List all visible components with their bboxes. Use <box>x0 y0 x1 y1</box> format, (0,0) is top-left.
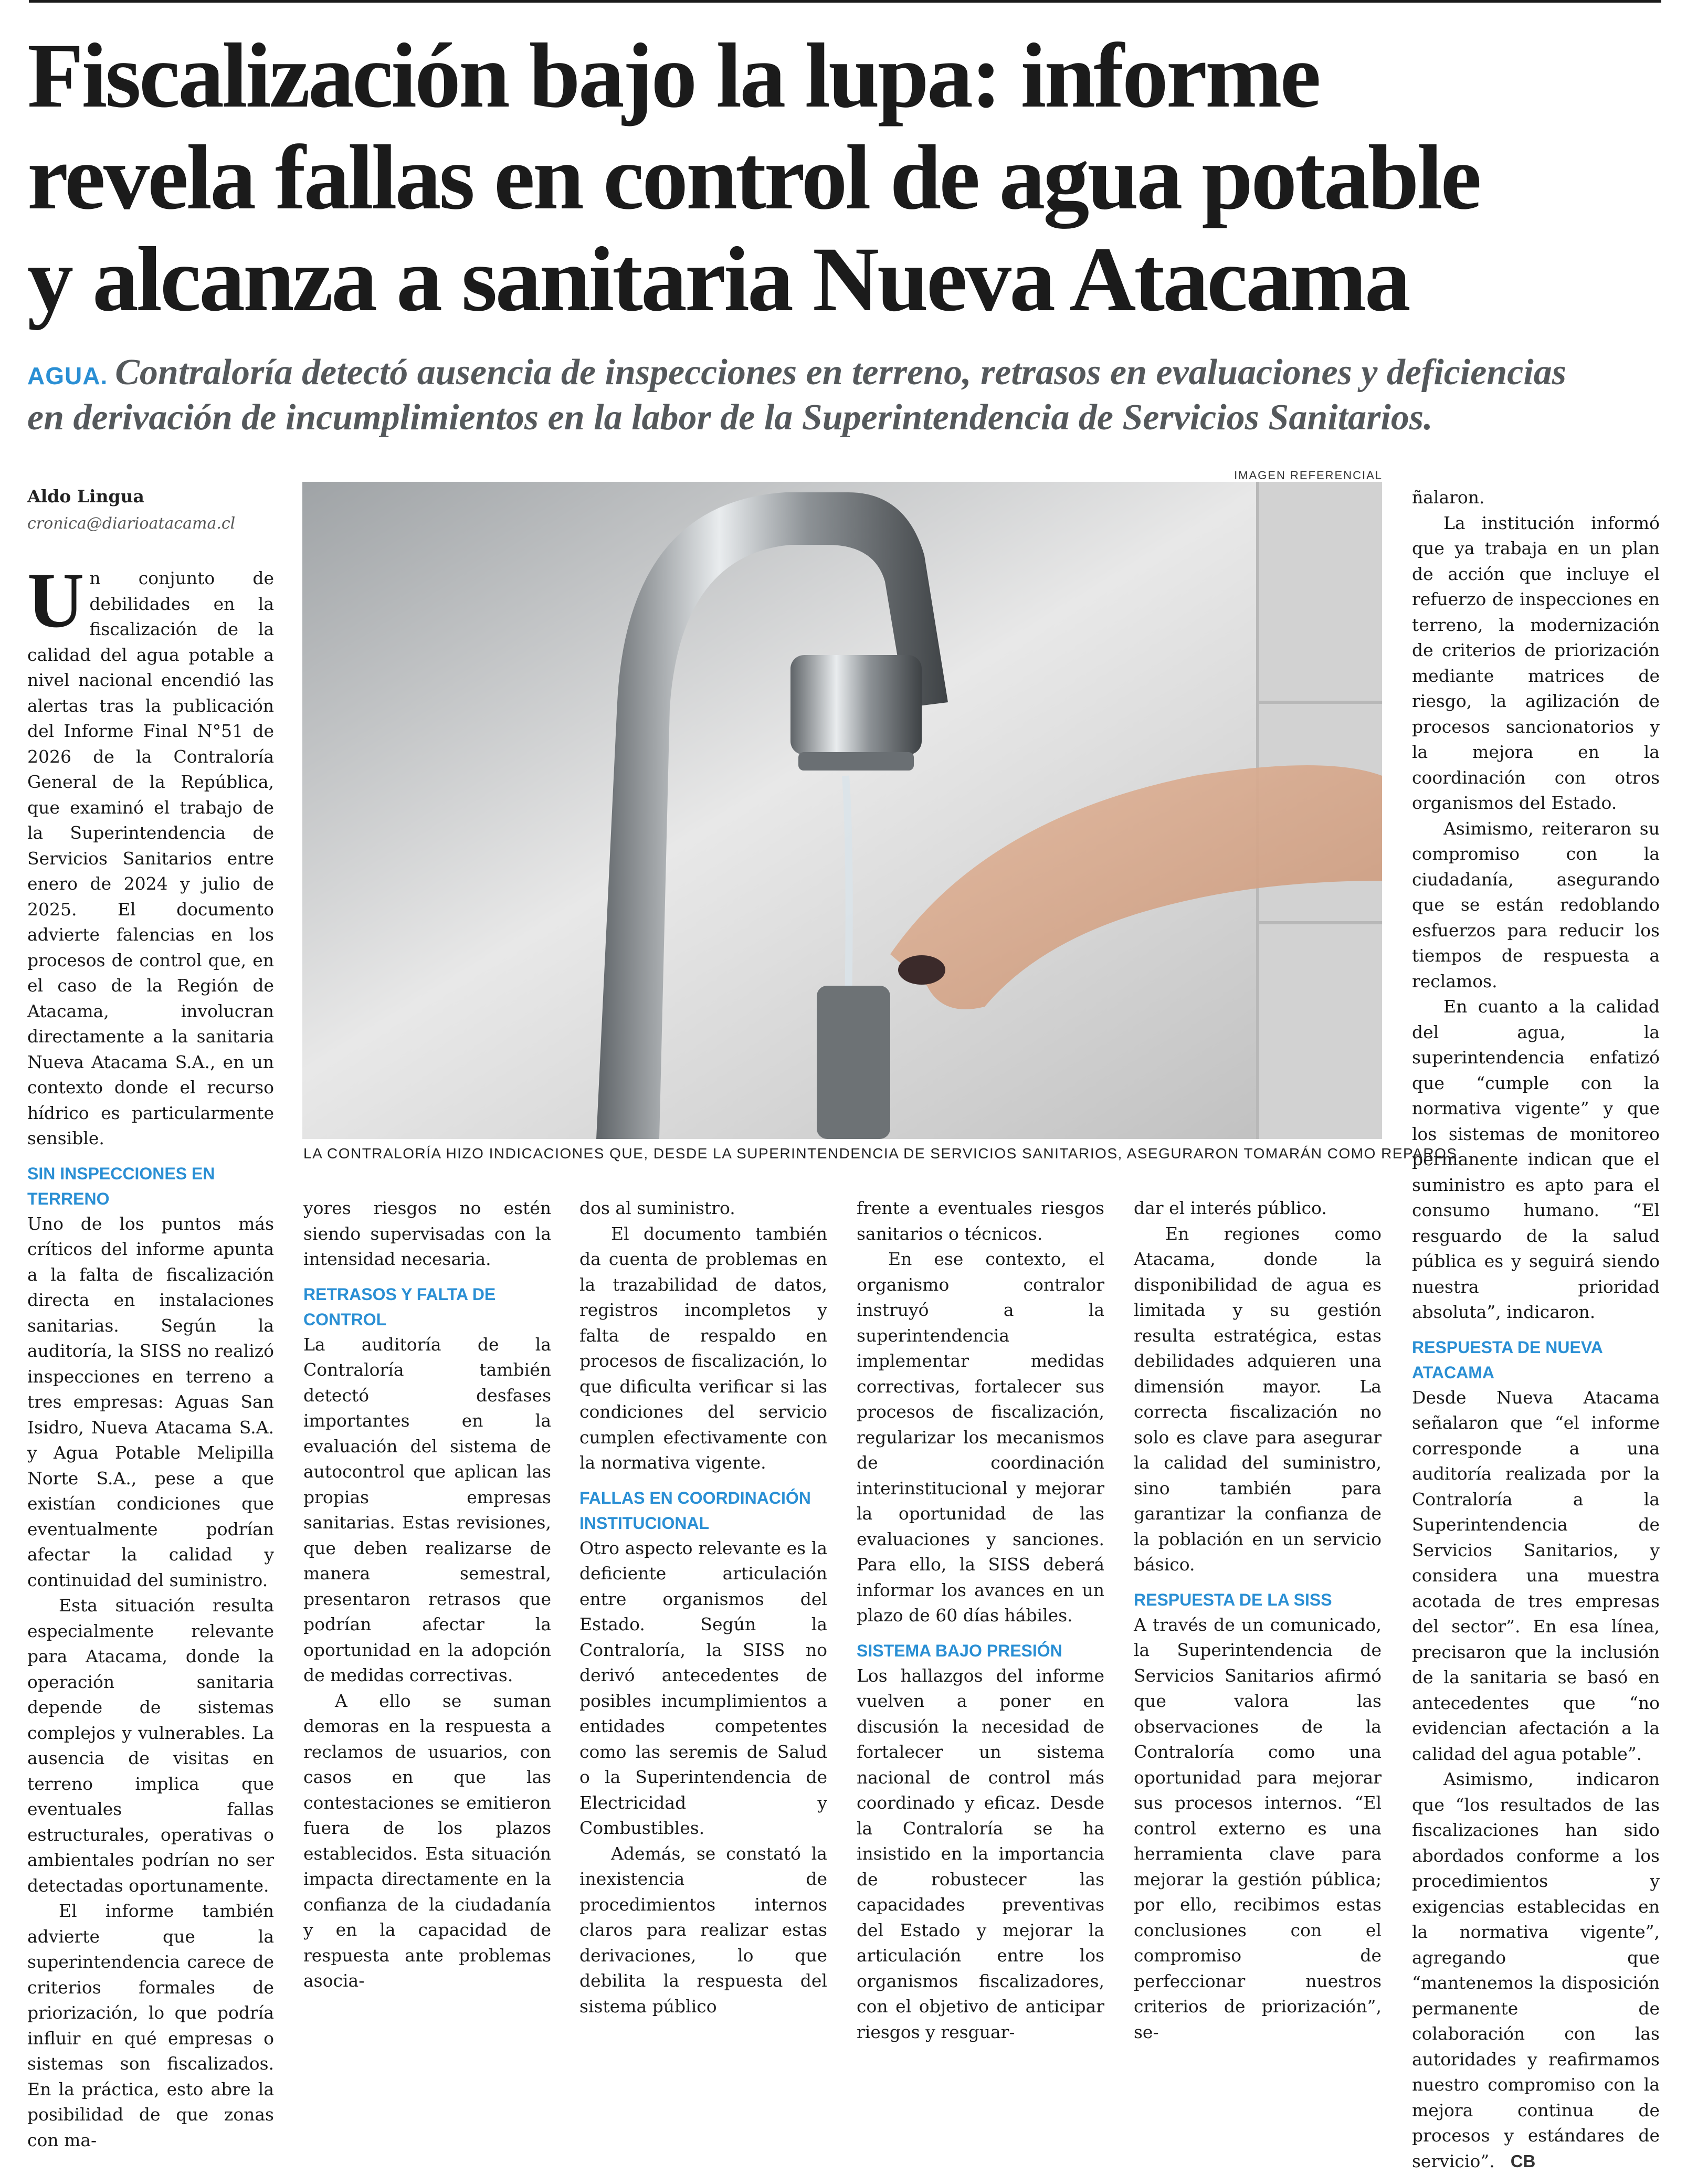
drop-cap: U <box>27 557 85 644</box>
subhead: SIN INSPECCIONES EN TERRENO <box>27 1164 215 1208</box>
body-paragraph: Esta situación resulta especialmente relevante para Atacama, donde la operación sanitaria depende de sistemas complejos y vulnerables. La ausencia de visitas en terreno implica que eventuales fallas estructurales, operativas o ambientales podrían no ser detectadas oportunamente. <box>27 1595 274 1896</box>
body-paragraph: A ello se suman demoras en la respuesta a reclamos de usuarios, con casos en que las contestaciones se emitieron fuera de los plazos establecidos. Esta situación impacta directamente en la confianza de la ciudadanía y en la capacidad de respuesta ante problemas asocia- <box>303 1690 551 1991</box>
subhead: SISTEMA BAJO PRESIÓN <box>857 1641 1062 1660</box>
subhead: RETRASOS Y FALTA DE CONTROL <box>303 1284 496 1329</box>
body-paragraph: Además, se constató la inexistencia de procedimientos internos claros para realizar estas derivaciones, lo que debilita la respuesta del sistema público <box>579 1843 827 2017</box>
author-email: cronica@diarioatacama.cl <box>27 514 236 533</box>
body-paragraph: El informe también advierte que la superintendencia carece de criterios formales de priorización, lo que podría influir en qué empresas o sistemas son fiscalizados. En la práctica, esto abre la posibilidad de que zonas con ma- <box>27 1901 274 2150</box>
article-column-2 <box>303 1196 551 1994</box>
photo-caption: LA CONTRALORÍA HIZO INDICACIONES QUE, DESDE LA SUPERINTENDENCIA DE SERVICIOS SANITARIOS, ASEGURARON TOMARÁN COMO REPAROS. <box>303 1145 1462 1162</box>
end-mark-icon: CB <box>1510 2151 1536 2171</box>
deck <box>27 352 1665 439</box>
subhead: RESPUESTA DE LA SISS <box>1134 1590 1332 1609</box>
body-paragraph: Asimismo, reiteraron su compromiso con la ciudadanía, asegurando que se están redoblando esfuerzos para reducir los tiempos de respuesta a reclamos. <box>1412 818 1660 991</box>
body-paragraph: dos al suministro. <box>579 1198 735 1218</box>
article-column-4 <box>857 1196 1104 2045</box>
deck-line: en derivación de incumplimientos en la labor de la Superintendencia de Servicios Sanitarios. <box>27 397 1433 438</box>
body-paragraph: Los hallazgos del informe vuelven a poner en discusión la necesidad de fortalecer un sistema nacional de control más coordinado y eficaz. Desde la Contraloría se ha insistido en la importancia de robustecer las capacidades preventivas del Estado y mejorar la articulación entre los organismos fiscalizadores, con el objetivo de anticipar riesgos y resguar- <box>857 1665 1104 2042</box>
body-paragraph: En cuanto a la calidad del agua, la superintendencia enfatizó que “cumple con la normativa vigente” y que los sistemas de monitoreo permanente indican que el suministro es apto para el consumo humano. “El resguardo de la salud pública es y seguirá siendo nuestra prioridad absoluta”, indicaron. <box>1412 996 1660 1322</box>
section-kicker: AGUA. <box>27 362 108 389</box>
deck-text: Contraloría detectó ausencia de inspecciones en terreno, retrasos en evaluaciones y deficiencias <box>115 352 1566 393</box>
top-rule <box>29 0 1661 3</box>
headline-line: Fiscalización bajo la lupa: informe <box>27 25 1319 127</box>
body-paragraph: yores riesgos no estén siendo supervisadas con la intensidad necesaria. <box>303 1198 551 1269</box>
body-paragraph: Otro aspecto relevante es la deficiente articulación entre organismos del Estado. Según la Contraloría, la SISS no derivó antecedentes de posibles incumplimientos a entidades competentes como las seremis de Salud o la Superintendencia de Electricidad y Combustibles. <box>579 1537 827 1838</box>
deck-line <box>27 352 1665 397</box>
photo-credit: IMAGEN REFERENCIAL <box>1234 469 1383 482</box>
body-paragraph: En ese contexto, el organismo contralor instruyó a la superintendencia implementar medidas correctivas, fortalecer sus procesos de fiscalización, regularizar los mecanismos de coordinación interinstitucional y mejorar la oportunidad de las evaluaciones y sanciones. Para ello, la SISS deberá informar los avances en un plazo de 60 días hábiles. <box>857 1249 1104 1626</box>
body-paragraph: La institución informó que ya trabaja en un plan de acción que incluye el refuerzo de inspecciones en terreno, la modernización de criterios de priorización mediante matrices de riesgo, la agilización de procesos sancionatorios y la mejora en la coordinación con otros organismos del Estado. <box>1412 512 1660 813</box>
body-paragraph: Desde Nueva Atacama señalaron que “el informe corresponde a una auditoría realizada por la Contraloría a la Superintendencia de Servicios Sanitarios, y considera una muestra acotada de tres empresas del sector”. En esa línea, precisaron que la inclusión de la sanitaria se basó en antecedentes que “no evidencian afectación a la calidad del agua potable”. <box>1412 1387 1660 1764</box>
article-column-1 <box>27 557 274 2153</box>
subhead: FALLAS EN COORDINACIÓN INSTITUCIONAL <box>579 1488 811 1533</box>
article-column-3 <box>579 1196 827 2019</box>
lead-paragraph <box>27 557 274 1152</box>
headline <box>27 25 1686 331</box>
headline-line: revela fallas en control de agua potable <box>27 126 1480 229</box>
body-paragraph: dar el interés público. <box>1134 1198 1327 1218</box>
closing-paragraph <box>1412 1767 1660 2174</box>
body-paragraph: frente a eventuales riesgos sanitarios o técnicos. <box>857 1198 1104 1244</box>
faucet-photo-illustration <box>302 482 1382 1139</box>
article-column-6 <box>1412 485 1660 2174</box>
body-paragraph: En regiones como Atacama, donde la disponibilidad de agua es limitada y su gestión resulta estratégica, estas debilidades adquieren una dimensión mayor. La correcta fiscalización no solo es clave para asegurar la calidad del suministro, sino también para garantizar la confianza de la población en un servicio básico. <box>1134 1223 1382 1575</box>
body-paragraph: A través de un comunicado, la Superintendencia de Servicios Sanitarios afirmó que valora las observaciones de la Contraloría como una oportunidad para mejorar sus procesos internos. “El control externo es una herramienta clave para mejorar la gestión pública; por ello, recibimos estas conclusiones con el compromiso de perfeccionar nuestros criterios de priorización”, se- <box>1134 1614 1382 2042</box>
headline-line: y alcanza a sanitaria Nueva Atacama <box>27 228 1409 331</box>
body-paragraph: Uno de los puntos más críticos del informe apunta a la falta de fiscalización directa en instalaciones sanitarias. Según la auditoría, la SISS no realizó inspecciones en terreno a tres empresas: Aguas San Isidro, Nueva Atacama S.A. y Agua Potable Melipilla Norte S.A., pese a que existían condiciones que eventualmente podrían afectar la calidad y continuidad del suministro. <box>27 1213 274 1590</box>
body-paragraph: El documento también da cuenta de problemas en la trazabilidad de datos, registros incompletos y falta de respaldo en procesos de fiscalización, lo que dificulta verificar si las condiciones del servicio cumplen efectivamente con la normativa vigente. <box>579 1223 827 1473</box>
body-paragraph: ñalaron. <box>1412 487 1485 508</box>
article-photo <box>302 482 1382 1139</box>
body-paragraph: La auditoría de la Contraloría también detectó desfases importantes en la evaluación del sistema de autocontrol que aplican las propias empresas sanitarias. Estas revisiones, que deben realizarse de manera semestral, presentaron retrasos que podrían afectar la oportunidad en la adopción de medidas correctivas. <box>303 1334 551 1685</box>
body-text: Asimismo, indicaron que “los resultados de las fiscalizaciones han sido abordados conforme a los procedimientos y exigencias establecidas en la normativa vigente”, agregando que “mantenemos la disposición permanente de colaboración con las autoridades y reafirmamos nuestro compromiso con la mejora continua de procesos y estándares de servicio”. <box>1412 1769 1660 2171</box>
lead-text: n conjunto de debilidades en la fiscalización de la calidad del agua potable a nivel nacional encendió las alertas tras la publicación del Informe Final N°51 de 2026 de la Contraloría General de la República, que examinó el trabajo de la Superintendencia de Servicios Sanitarios entre enero de 2024 y julio de 2025. El documento advierte falencias en los procesos de control que, en el caso de la Región de Atacama, involucran directamente a la sanitaria Nueva Atacama S.A., en un contexto donde el recurso hídrico es particularmente sensible. <box>27 568 274 1148</box>
article-column-5 <box>1134 1196 1382 2045</box>
subhead: RESPUESTA DE NUEVA ATACAMA <box>1412 1337 1602 1382</box>
author-name: Aldo Lingua <box>27 486 144 506</box>
